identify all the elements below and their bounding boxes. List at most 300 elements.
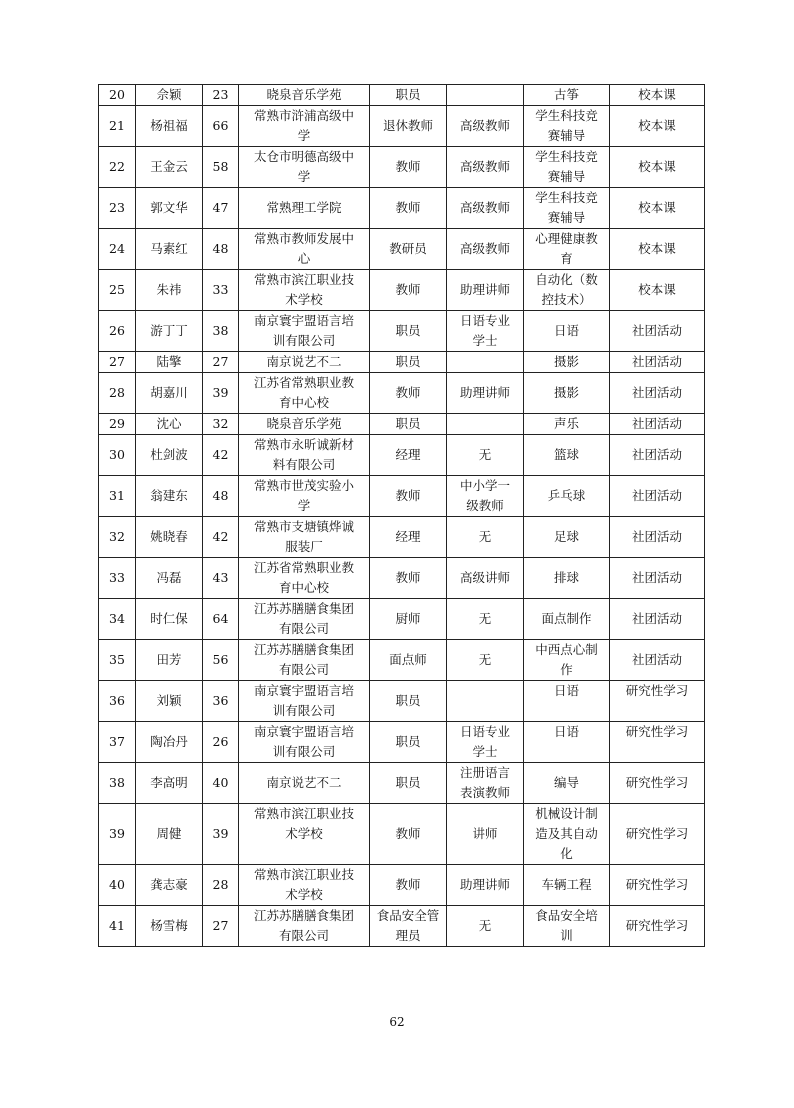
cell-line: 食品安全培	[535, 908, 598, 923]
cell-line: 江苏省常熟职业教	[253, 375, 354, 390]
cell-line: 摄影	[553, 354, 579, 369]
cell-line: 赛辅导	[547, 128, 586, 143]
position-cell	[370, 352, 447, 373]
professional-title-cell	[447, 311, 524, 352]
cell-line: 江苏省常熟职业教	[253, 560, 354, 575]
specialty-cell	[524, 722, 610, 763]
position-cell	[370, 188, 447, 229]
age-cell: 28	[203, 865, 239, 906]
cell-line: 教师	[395, 570, 421, 585]
professional-title-cell	[447, 517, 524, 558]
cell-line: 食品安全管	[376, 908, 440, 923]
course-type-cell: 社团活动	[610, 373, 705, 414]
professional-title-cell	[447, 270, 524, 311]
position-cell	[370, 414, 447, 435]
table-row	[99, 722, 705, 763]
cell-line: 训有限公司	[272, 703, 336, 718]
table-row	[99, 558, 705, 599]
specialty-cell	[524, 804, 610, 865]
row-number-cell: 23	[99, 188, 136, 229]
cell-line: 职员	[395, 354, 421, 369]
position-cell	[370, 435, 447, 476]
page-number: 62	[389, 1015, 405, 1029]
organization-cell	[239, 373, 370, 414]
table-row	[99, 804, 705, 865]
course-type-cell: 校本课	[610, 106, 705, 147]
position-cell	[370, 640, 447, 681]
row-number-cell: 36	[99, 681, 136, 722]
course-type-cell: 研究性学习	[610, 722, 705, 763]
age-cell: 32	[203, 414, 239, 435]
name-cell: 游丁丁	[136, 311, 203, 352]
cell-line: 服装厂	[285, 539, 323, 554]
position-cell	[370, 229, 447, 270]
organization-cell	[239, 804, 370, 865]
cell-line: 心理健康教	[535, 231, 598, 246]
course-type-cell: 社团活动	[610, 599, 705, 640]
age-cell: 42	[203, 517, 239, 558]
name-cell: 杨祖福	[136, 106, 203, 147]
age-cell: 40	[203, 763, 239, 804]
course-type-cell: 社团活动	[610, 640, 705, 681]
cell-line: 无	[478, 652, 492, 667]
cell-line: 机械设计制	[535, 806, 598, 821]
cell-line: 化	[560, 846, 573, 861]
table-row	[99, 476, 705, 517]
professional-title-cell	[447, 722, 524, 763]
cell-line: 注册语言	[459, 765, 510, 780]
age-cell: 23	[203, 85, 239, 106]
organization-cell	[239, 906, 370, 947]
cell-line: 高级教师	[459, 241, 510, 256]
name-cell: 王金云	[136, 147, 203, 188]
row-number-cell: 26	[99, 311, 136, 352]
cell-line: 讲师	[472, 826, 498, 841]
cell-line: 育	[560, 251, 573, 266]
cell-line	[450, 85, 520, 105]
row-number-cell: 31	[99, 476, 136, 517]
specialty-cell	[524, 229, 610, 270]
name-cell: 杨雪梅	[136, 906, 203, 947]
cell-line: 足球	[553, 529, 579, 544]
position-cell	[370, 85, 447, 106]
age-cell: 64	[203, 599, 239, 640]
cell-line: 职员	[395, 416, 421, 431]
cell-line	[450, 414, 520, 434]
cell-line: 术学校	[285, 292, 323, 307]
table-row	[99, 865, 705, 906]
cell-line: 教师	[395, 385, 421, 400]
name-cell: 李高明	[136, 763, 203, 804]
staff-table	[98, 84, 705, 947]
cell-line	[527, 701, 606, 721]
age-cell: 47	[203, 188, 239, 229]
name-cell: 周健	[136, 804, 203, 865]
cell-line: 理员	[395, 928, 421, 943]
specialty-cell	[524, 188, 610, 229]
age-cell: 39	[203, 373, 239, 414]
cell-line: 常熟理工学院	[266, 200, 342, 215]
row-number-cell: 29	[99, 414, 136, 435]
cell-line: 助理讲师	[459, 385, 510, 400]
cell-line: 无	[478, 918, 492, 933]
course-type-cell: 研究性学习	[610, 763, 705, 804]
professional-title-cell	[447, 476, 524, 517]
name-cell: 佘颖	[136, 85, 203, 106]
professional-title-cell	[447, 414, 524, 435]
specialty-cell	[524, 85, 610, 106]
professional-title-cell	[447, 640, 524, 681]
position-cell	[370, 763, 447, 804]
specialty-cell	[524, 352, 610, 373]
cell-line: 篮球	[553, 447, 579, 462]
specialty-cell	[524, 763, 610, 804]
cell-line: 料有限公司	[272, 457, 336, 472]
cell-line: 有限公司	[278, 928, 329, 943]
name-cell: 冯磊	[136, 558, 203, 599]
cell-line: 经理	[395, 447, 421, 462]
table-row	[99, 147, 705, 188]
cell-line: 日语专业	[459, 313, 510, 328]
position-cell	[370, 373, 447, 414]
cell-line: 太仓市明德高级中	[253, 149, 354, 164]
course-type-cell: 社团活动	[610, 352, 705, 373]
cell-line: 常熟市世茂实验小	[253, 478, 354, 493]
cell-line: 控技术）	[541, 292, 592, 307]
specialty-cell	[524, 311, 610, 352]
specialty-cell	[524, 270, 610, 311]
age-cell: 56	[203, 640, 239, 681]
cell-line: 学士	[472, 744, 498, 759]
organization-cell	[239, 229, 370, 270]
cell-line: 晓泉音乐学苑	[266, 87, 342, 102]
row-number-cell: 20	[99, 85, 136, 106]
age-cell: 48	[203, 476, 239, 517]
cell-line: 职员	[395, 87, 421, 102]
specialty-cell	[524, 906, 610, 947]
course-type-cell: 社团活动	[610, 414, 705, 435]
age-cell: 42	[203, 435, 239, 476]
position-cell	[370, 147, 447, 188]
cell-line: 赛辅导	[547, 169, 586, 184]
professional-title-cell	[447, 147, 524, 188]
name-cell: 时仁保	[136, 599, 203, 640]
cell-line: 有限公司	[278, 662, 329, 677]
cell-line: 学	[297, 169, 311, 184]
position-cell	[370, 558, 447, 599]
row-number-cell: 40	[99, 865, 136, 906]
cell-line: 助理讲师	[459, 282, 510, 297]
row-number-cell: 37	[99, 722, 136, 763]
table-row	[99, 681, 705, 722]
organization-cell	[239, 188, 370, 229]
cell-line: 面点师	[389, 652, 427, 667]
cell-line: 南京寰宇盟语言培	[253, 724, 354, 739]
cell-line: 教师	[395, 877, 421, 892]
professional-title-cell	[447, 865, 524, 906]
professional-title-cell	[447, 229, 524, 270]
organization-cell	[239, 106, 370, 147]
organization-cell	[239, 558, 370, 599]
cell-line: 无	[478, 529, 492, 544]
table-row	[99, 599, 705, 640]
professional-title-cell	[447, 558, 524, 599]
table-row	[99, 906, 705, 947]
position-cell	[370, 906, 447, 947]
cell-line: 训有限公司	[272, 333, 336, 348]
cell-line: 车辆工程	[541, 877, 592, 892]
specialty-cell	[524, 147, 610, 188]
course-type-cell: 校本课	[610, 270, 705, 311]
row-number-cell: 30	[99, 435, 136, 476]
cell-line: 教师	[395, 282, 421, 297]
cell-line: 职员	[395, 323, 421, 338]
course-type-cell: 研究性学习	[610, 804, 705, 865]
cell-line: 术学校	[285, 826, 323, 841]
professional-title-cell	[447, 435, 524, 476]
cell-line: 育中心校	[278, 580, 329, 595]
age-cell: 27	[203, 352, 239, 373]
organization-cell	[239, 352, 370, 373]
position-cell	[370, 681, 447, 722]
position-cell	[370, 517, 447, 558]
name-cell: 姚晓春	[136, 517, 203, 558]
position-cell	[370, 106, 447, 147]
course-type-cell: 校本课	[610, 85, 705, 106]
age-cell: 58	[203, 147, 239, 188]
cell-line: 学生科技竞	[535, 108, 598, 123]
professional-title-cell	[447, 804, 524, 865]
table-row	[99, 85, 705, 106]
cell-line: 常熟市永昕诚新材	[253, 437, 354, 452]
name-cell: 陆擎	[136, 352, 203, 373]
cell-line: 职员	[395, 693, 421, 708]
cell-line: 高级教师	[459, 118, 510, 133]
cell-line: 学生科技竞	[535, 190, 598, 205]
name-cell: 马素红	[136, 229, 203, 270]
cell-line: 教研员	[389, 241, 427, 256]
organization-cell	[239, 640, 370, 681]
cell-line	[242, 844, 366, 864]
organization-cell	[239, 763, 370, 804]
position-cell	[370, 865, 447, 906]
cell-line: 常熟市滨江职业技	[253, 806, 354, 821]
cell-line: 常熟市滨江职业技	[253, 272, 354, 287]
cell-line: 退休教师	[382, 118, 433, 133]
organization-cell	[239, 599, 370, 640]
age-cell: 27	[203, 906, 239, 947]
specialty-cell	[524, 558, 610, 599]
cell-line: 自动化（数	[535, 272, 598, 287]
specialty-cell	[524, 106, 610, 147]
cell-line: 面点制作	[541, 611, 592, 626]
position-cell	[370, 722, 447, 763]
professional-title-cell	[447, 763, 524, 804]
cell-line: 编导	[553, 775, 579, 790]
cell-line: 常熟市支塘镇烨诚	[253, 519, 354, 534]
professional-title-cell	[447, 106, 524, 147]
professional-title-cell	[447, 373, 524, 414]
course-type-cell: 社团活动	[610, 435, 705, 476]
row-number-cell: 25	[99, 270, 136, 311]
cell-line: 无	[478, 447, 492, 462]
position-cell	[370, 804, 447, 865]
age-cell: 43	[203, 558, 239, 599]
cell-line: 南京说艺不二	[266, 354, 342, 369]
age-cell: 26	[203, 722, 239, 763]
professional-title-cell	[447, 599, 524, 640]
course-type-cell: 社团活动	[610, 558, 705, 599]
cell-line: 作	[560, 662, 573, 677]
cell-line: 助理讲师	[459, 877, 510, 892]
organization-cell	[239, 85, 370, 106]
cell-line: 无	[478, 611, 492, 626]
cell-line: 南京寰宇盟语言培	[253, 683, 354, 698]
cell-line: 排球	[553, 570, 579, 585]
cell-line	[450, 352, 520, 372]
professional-title-cell	[447, 352, 524, 373]
name-cell: 龚志豪	[136, 865, 203, 906]
name-cell: 胡嘉川	[136, 373, 203, 414]
name-cell: 朱祎	[136, 270, 203, 311]
cell-line: 日语	[553, 724, 579, 739]
cell-line: 经理	[395, 529, 421, 544]
name-cell: 陶冶丹	[136, 722, 203, 763]
cell-line: 级教师	[466, 498, 504, 513]
cell-line: 造及其自动	[535, 826, 598, 841]
cell-line: 高级教师	[459, 159, 510, 174]
organization-cell	[239, 414, 370, 435]
name-cell: 杜剑波	[136, 435, 203, 476]
table-row	[99, 229, 705, 270]
age-cell: 48	[203, 229, 239, 270]
cell-line: 职员	[395, 734, 421, 749]
row-number-cell: 35	[99, 640, 136, 681]
row-number-cell: 24	[99, 229, 136, 270]
table-row	[99, 414, 705, 435]
cell-line: 古筝	[553, 87, 579, 102]
cell-line: 赛辅导	[547, 210, 586, 225]
cell-line: 江苏苏膳膳食集团	[253, 601, 354, 616]
position-cell	[370, 311, 447, 352]
row-number-cell: 27	[99, 352, 136, 373]
age-cell: 36	[203, 681, 239, 722]
cell-line	[527, 742, 606, 762]
cell-line: 常熟市教师发展中	[253, 231, 354, 246]
specialty-cell	[524, 373, 610, 414]
course-type-cell: 社团活动	[610, 517, 705, 558]
table-row	[99, 517, 705, 558]
specialty-cell	[524, 414, 610, 435]
cell-line: 学	[297, 498, 311, 513]
cell-line: 日语	[553, 683, 579, 698]
cell-line: 心	[297, 251, 311, 266]
course-type-cell: 校本课	[610, 229, 705, 270]
cell-line: 江苏苏膳膳食集团	[253, 908, 354, 923]
name-cell: 郭文华	[136, 188, 203, 229]
organization-cell	[239, 865, 370, 906]
cell-line: 声乐	[553, 416, 579, 431]
organization-cell	[239, 681, 370, 722]
position-cell	[370, 599, 447, 640]
table-row	[99, 435, 705, 476]
row-number-cell: 39	[99, 804, 136, 865]
name-cell: 沈心	[136, 414, 203, 435]
cell-line: 日语专业	[459, 724, 510, 739]
cell-line: 术学校	[285, 887, 323, 902]
organization-cell	[239, 517, 370, 558]
table-row	[99, 311, 705, 352]
position-cell	[370, 476, 447, 517]
course-type-cell: 研究性学习	[610, 906, 705, 947]
specialty-cell	[524, 599, 610, 640]
table-row	[99, 373, 705, 414]
course-type-cell: 研究性学习	[610, 865, 705, 906]
cell-line: 学生科技竞	[535, 149, 598, 164]
age-cell: 39	[203, 804, 239, 865]
cell-line: 教师	[395, 200, 421, 215]
cell-line: 育中心校	[278, 395, 329, 410]
cell-line: 训有限公司	[272, 744, 336, 759]
row-number-cell: 32	[99, 517, 136, 558]
organization-cell	[239, 435, 370, 476]
table-row	[99, 763, 705, 804]
cell-line: 南京说艺不二	[266, 775, 342, 790]
row-number-cell: 41	[99, 906, 136, 947]
table-row	[99, 352, 705, 373]
professional-title-cell	[447, 906, 524, 947]
cell-line: 江苏苏膳膳食集团	[253, 642, 354, 657]
cell-line: 教师	[395, 488, 421, 503]
table-row	[99, 640, 705, 681]
organization-cell	[239, 476, 370, 517]
specialty-cell	[524, 681, 610, 722]
cell-line: 乒乓球	[547, 488, 586, 503]
cell-line: 教师	[395, 826, 421, 841]
table-row	[99, 188, 705, 229]
cell-line: 中西点心制	[535, 642, 598, 657]
table-row	[99, 106, 705, 147]
organization-cell	[239, 722, 370, 763]
course-type-cell: 社团活动	[610, 476, 705, 517]
name-cell: 田芳	[136, 640, 203, 681]
cell-line: 学	[297, 128, 311, 143]
cell-line	[450, 691, 520, 711]
course-type-cell: 研究性学习	[610, 681, 705, 722]
cell-line: 摄影	[553, 385, 579, 400]
cell-line: 晓泉音乐学苑	[266, 416, 342, 431]
specialty-cell	[524, 435, 610, 476]
cell-line: 常熟市浒浦高级中	[253, 108, 354, 123]
position-cell	[370, 270, 447, 311]
organization-cell	[239, 147, 370, 188]
cell-line: 南京寰宇盟语言培	[253, 313, 354, 328]
specialty-cell	[524, 517, 610, 558]
cell-line: 职员	[395, 775, 421, 790]
specialty-cell	[524, 640, 610, 681]
professional-title-cell	[447, 681, 524, 722]
professional-title-cell	[447, 188, 524, 229]
row-number-cell: 33	[99, 558, 136, 599]
cell-line: 学士	[472, 333, 498, 348]
row-number-cell: 21	[99, 106, 136, 147]
staff-table-body	[99, 85, 705, 947]
course-type-cell: 校本课	[610, 147, 705, 188]
professional-title-cell	[447, 85, 524, 106]
table-row	[99, 270, 705, 311]
name-cell: 刘颖	[136, 681, 203, 722]
cell-line: 训	[560, 928, 573, 943]
